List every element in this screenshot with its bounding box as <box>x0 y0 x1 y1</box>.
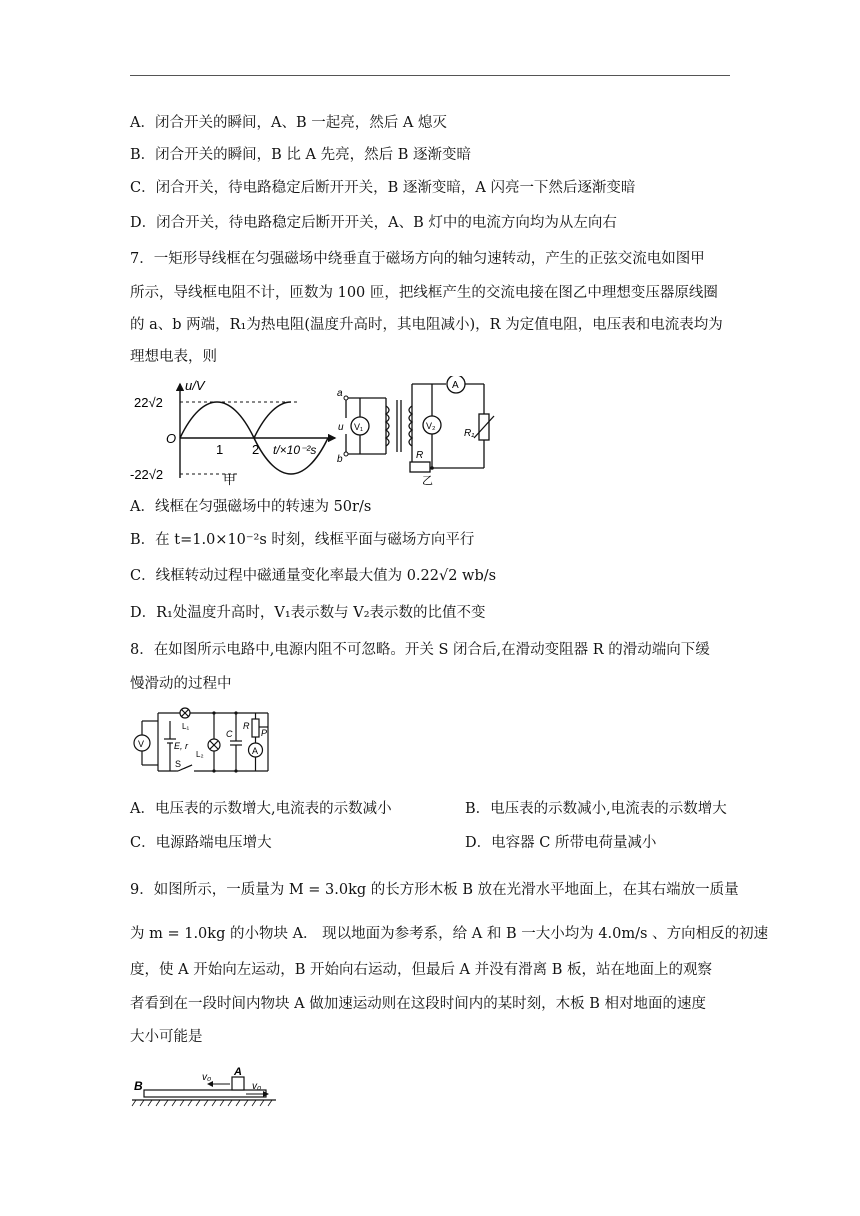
q9-stem-line-2: 为 m = 1.0kg 的小物块 A． 现以地面为参考系，给 A 和 B 一大小均为 4.0m/s 、方向相反的初速 <box>130 926 769 942</box>
q8-er-label: E, r <box>174 741 189 751</box>
q8-circuit <box>130 705 280 777</box>
q8-l2-label: L₂ <box>196 750 204 759</box>
q8-capacitor-label: C <box>226 729 233 739</box>
graph-ymax-label: 22√2 <box>134 395 163 410</box>
q6-option-b: B．闭合开关的瞬间，B 比 A 先亮，然后 B 逐渐变暗 <box>130 147 471 163</box>
q9-stem-line-1: 9．如图所示，一质量为 M = 3.0kg 的长方形木板 B 放在光滑水平地面上，在其右端放一质量 <box>130 882 739 898</box>
q8-voltmeter-label: V <box>138 739 145 749</box>
q6-option-d: D．闭合开关，待电路稳定后断开开关，A、B 灯中的电流方向均为从左向右 <box>130 215 617 231</box>
q6-option-a: A．闭合开关的瞬间，A、B 一起亮，然后 A 熄灭 <box>130 115 447 131</box>
q7-stem-line-4: 理想电表，则 <box>130 349 217 365</box>
q7-stem-line-3: 的 a、b 两端，R₁为热电阻(温度升高时，其电阻减小)，R 为定值电阻，电压表和电流表均为 <box>130 317 723 333</box>
circuit-v1-label: V₁ <box>354 422 364 432</box>
q8-option-d: D．电容器 C 所带电荷量减小 <box>465 835 657 851</box>
circuit-b-label: b <box>337 454 343 465</box>
q8-stem-line-1: 8．在如图所示电路中,电源内阻不可忽略。开关 S 闭合后,在滑动变阻器 R 的滑动端向下缓 <box>130 642 710 658</box>
q9-stem-line-3: 度，使 A 开始向左运动，B 开始向右运动，但最后 A 并没有滑离 B 板，站在地面上的观察 <box>130 962 713 978</box>
graph-tick-1: 1 <box>216 442 224 457</box>
graph-tick-2: 2 <box>252 442 260 457</box>
q7-stem-line-1: 7．一矩形导线框在匀强磁场中绕垂直于磁场方向的轴匀速转动，产生的正弦交流电如图甲 <box>130 251 705 267</box>
q7-option-d: D．R₁处温度升高时，V₁表示数与 V₂表示数的比值不变 <box>130 605 486 621</box>
graph-ymin-label: -22√2 <box>130 467 164 482</box>
q8-option-b: B．电压表的示数减小,电流表的示数增大 <box>465 801 727 817</box>
q8-option-a: A．电压表的示数增大,电流表的示数减小 <box>130 801 392 817</box>
q8-slider-label: P <box>261 728 268 738</box>
header-rule <box>130 75 730 76</box>
circuit-r-label: R <box>416 450 424 461</box>
q7-stem-line-2: 所示，导线框电阻不计，匝数为 100 匝，把线框产生的交流电接在图乙中理想变压器原线圈 <box>130 285 718 301</box>
q7-option-a: A．线框在匀强磁场中的转速为 50r/s <box>130 499 372 515</box>
q9-board-label: B <box>134 1079 143 1093</box>
circuit-a-label: a <box>337 388 343 399</box>
q8-switch-label: S <box>175 759 182 769</box>
q8-ammeter-label: A <box>252 746 259 756</box>
q9-v0-right-label: v₀ <box>252 1081 262 1092</box>
graph-yaxis-label: u/V <box>185 378 205 393</box>
q7-option-b: B．在 t=1.0×10⁻²s 时刻，线框平面与磁场方向平行 <box>130 532 475 548</box>
q9-stem-line-5: 大小可能是 <box>130 1029 203 1045</box>
q8-rheostat-label: R <box>243 721 250 731</box>
q8-option-c: C．电源路端电压增大 <box>130 835 272 851</box>
circuit-r1-label: R₁ <box>464 428 475 439</box>
q7-graph-jia <box>130 378 345 488</box>
q9-block-label: A <box>234 1066 242 1078</box>
circuit-u-label: u <box>338 422 344 433</box>
q7-option-c: C．线框转动过程中磁通量变化率最大值为 0.22√2 wb/s <box>130 568 497 584</box>
q6-option-c: C．闭合开关，待电路稳定后断开开关，B 逐渐变暗，A 闪亮一下然后逐渐变暗 <box>130 180 636 196</box>
graph-caption: 甲 <box>223 472 237 487</box>
graph-origin-label: O <box>166 431 177 446</box>
circuit-ammeter-label: A <box>452 380 459 391</box>
graph-xaxis-label: t/×10⁻²s <box>273 443 317 457</box>
q9-board-figure <box>130 1064 280 1110</box>
circuit-caption: 乙 <box>422 475 433 486</box>
circuit-v2-label: V₂ <box>426 421 436 431</box>
q8-stem-line-2: 慢滑动的过程中 <box>130 676 232 692</box>
q8-l1-label: L₁ <box>182 722 190 731</box>
q9-stem-line-4: 者看到在一段时间内物块 A 做加速运动则在这段时间内的某时刻，木板 B 相对地面的速度 <box>130 996 707 1012</box>
q7-circuit-yi <box>336 376 496 486</box>
q9-v0-left-label: v₀ <box>202 1072 212 1083</box>
